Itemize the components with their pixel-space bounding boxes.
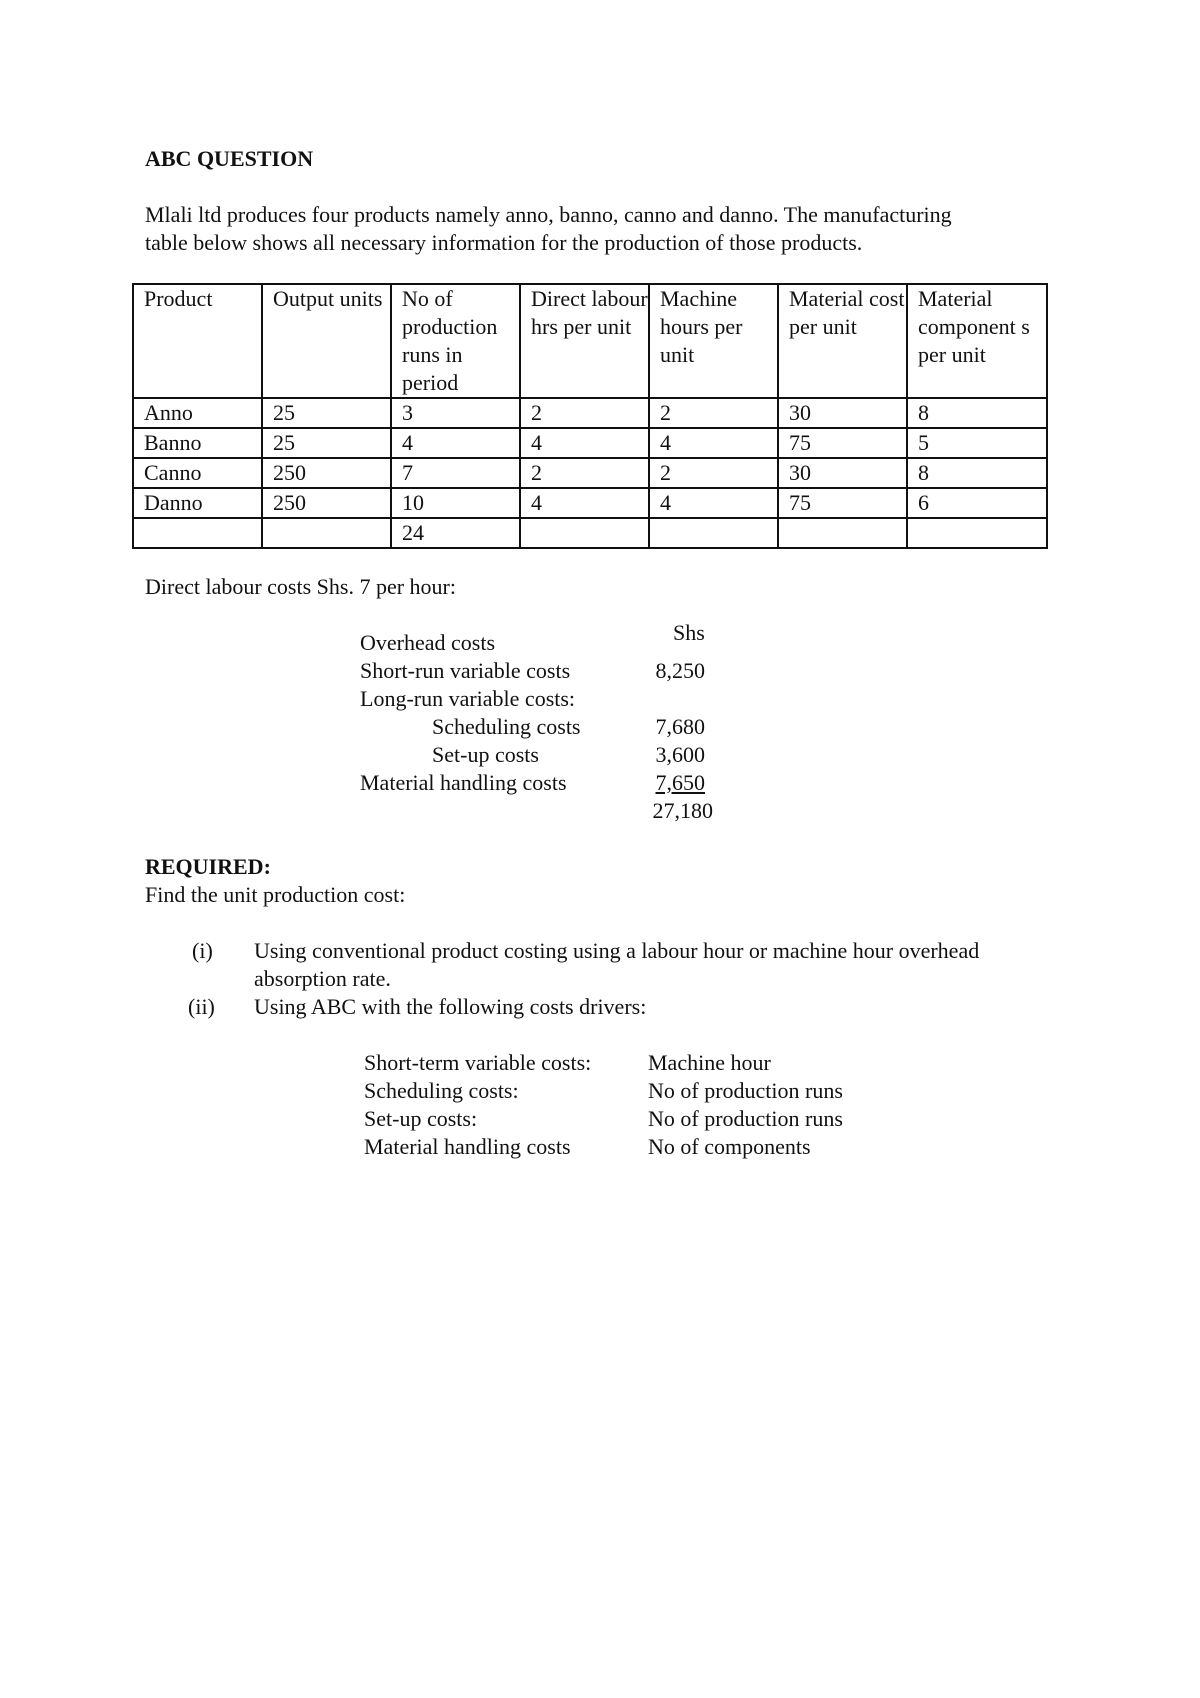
setup-value: 3,600 — [655, 742, 705, 767]
header-production-runs: No of production runs in period — [391, 284, 520, 398]
overhead-title: Overhead costs — [360, 630, 496, 655]
table-cell: 4 — [520, 488, 649, 518]
table-header-row — [133, 284, 1047, 398]
driver-basis: No of production runs — [648, 1078, 843, 1103]
table-cell: 25 — [262, 398, 391, 428]
table-row — [133, 458, 1047, 488]
table-row — [133, 488, 1047, 518]
intro-line-2: table below shows all necessary information for the production of those products. — [145, 230, 863, 255]
header-machine-hours: Machine hours per unit — [649, 284, 778, 398]
table-cell: 2 — [520, 398, 649, 428]
table-cell: 250 — [262, 458, 391, 488]
table-cell: 2 — [520, 458, 649, 488]
table-cell: 8 — [907, 398, 1047, 428]
driver-basis: Machine hour — [648, 1050, 771, 1075]
table-cell: 30 — [778, 458, 907, 488]
table-cell — [262, 518, 391, 548]
table-cell: Banno — [133, 428, 262, 458]
driver-cost: Short-term variable costs: — [364, 1050, 592, 1075]
table-cell — [133, 518, 262, 548]
table-row — [133, 428, 1047, 458]
table-cell — [520, 518, 649, 548]
production-table — [132, 283, 1048, 549]
table-cell: 25 — [262, 428, 391, 458]
scheduling-value: 7,680 — [655, 714, 705, 739]
intro-line-1: Mlali ltd produces four products namely anno, banno, canno and danno. The manufacturing — [145, 202, 952, 227]
table-cell: 75 — [778, 488, 907, 518]
short-run-label: Short-run variable costs — [360, 658, 571, 683]
table-cell: 2 — [649, 458, 778, 488]
item-text: absorption rate. — [254, 966, 391, 991]
table-cell: 250 — [262, 488, 391, 518]
overhead-total: 27,180 — [652, 798, 713, 823]
table-cell: 4 — [520, 428, 649, 458]
header-material-cost: Material cost per unit — [778, 284, 907, 398]
table-row — [133, 398, 1047, 428]
table-cell: 3 — [391, 398, 520, 428]
currency-label: Shs — [673, 620, 705, 645]
table-cell: Anno — [133, 398, 262, 428]
table-cell: 2 — [649, 398, 778, 428]
table-cell: 5 — [907, 428, 1047, 458]
handling-value-cell — [620, 769, 705, 797]
driver-cost: Scheduling costs: — [364, 1078, 519, 1103]
table-cell: Danno — [133, 488, 262, 518]
header-labour-hours: Direct labour hrs per unit — [520, 284, 649, 398]
table-cell: Canno — [133, 458, 262, 488]
question-heading: ABC QUESTION — [145, 146, 314, 171]
item-number: (i) — [192, 938, 213, 963]
table-total-row — [133, 518, 1047, 548]
header-material-components: Material component s per unit — [907, 284, 1047, 398]
table-cell — [778, 518, 907, 548]
item-text: Using conventional product costing using a labour hour or machine hour overhead — [254, 938, 980, 963]
table-cell: 10 — [391, 488, 520, 518]
header-product: Product — [133, 284, 262, 398]
short-run-value: 8,250 — [655, 658, 705, 683]
table-cell — [649, 518, 778, 548]
driver-cost: Set-up costs: — [364, 1106, 478, 1131]
table-cell: 30 — [778, 398, 907, 428]
long-run-label: Long-run variable costs: — [360, 686, 576, 711]
labour-cost-note: Direct labour costs Shs. 7 per hour: — [145, 574, 456, 599]
required-heading: REQUIRED: — [145, 854, 271, 879]
header-output-units: Output units — [262, 284, 391, 398]
table-cell: 75 — [778, 428, 907, 458]
table-cell: 24 — [391, 518, 520, 548]
table-cell: 4 — [649, 488, 778, 518]
scheduling-label: Scheduling costs — [432, 714, 581, 739]
driver-cost: Material handling costs — [364, 1134, 571, 1159]
handling-value: 7,650 — [655, 770, 705, 795]
setup-label: Set-up costs — [432, 742, 539, 767]
driver-basis: No of production runs — [648, 1106, 843, 1131]
item-number: (ii) — [188, 994, 215, 1019]
table-cell: 4 — [649, 428, 778, 458]
table-cell: 4 — [391, 428, 520, 458]
table-cell: 8 — [907, 458, 1047, 488]
required-prompt: Find the unit production cost: — [145, 882, 406, 907]
table-cell: 6 — [907, 488, 1047, 518]
table-cell — [907, 518, 1047, 548]
handling-label: Material handling costs — [360, 770, 567, 795]
table-cell: 7 — [391, 458, 520, 488]
item-text: Using ABC with the following costs drivers: — [254, 994, 647, 1019]
driver-basis: No of components — [648, 1134, 811, 1159]
